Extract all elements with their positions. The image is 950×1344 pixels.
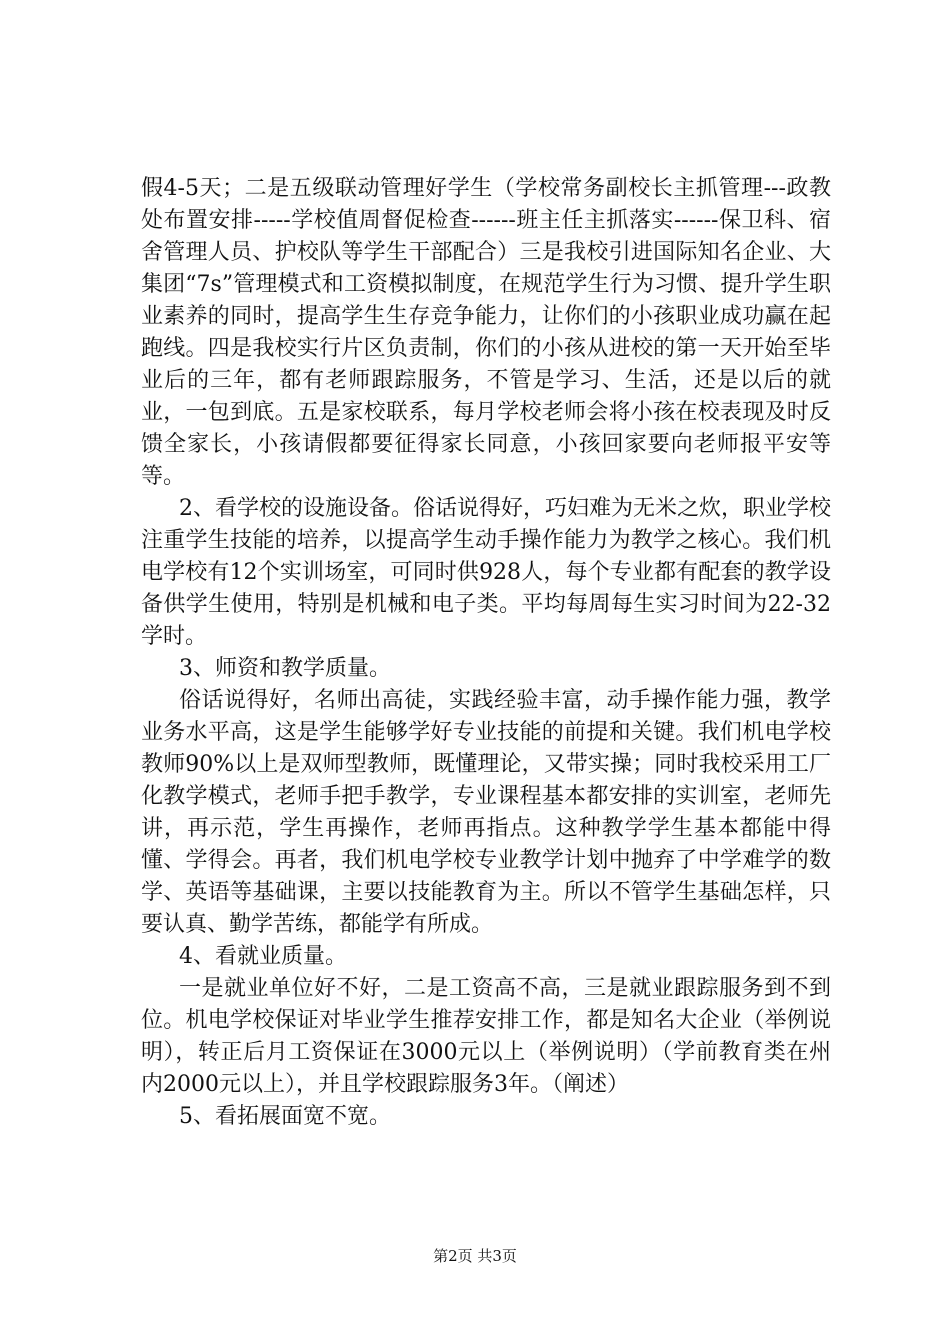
document-body <box>141 173 831 1133</box>
paragraph-employment: 一是就业单位好不好，二是工资高不高，三是就业跟踪服务到不到位。机电学校保证对毕业学生推荐安排工作，都是知名大企业（举例说明），转正后月工资保证在3000元以上（举例说明）（学前教育类在州内2000元以上），并且学校跟踪服务3年。（阐述） <box>141 976 831 1097</box>
paragraph-facilities: 2、看学校的设施设备。俗话说得好，巧妇难为无米之炊，职业学校注重学生技能的培养，以提高学生动手操作能力为教学之核心。我们机电学校有12个实训场室，可同时供928人，每个专业都有配套的教学设备供学生使用，特别是机械和电子类。平均每周每生实习时间为22-32学时。 <box>141 496 831 649</box>
paragraph-management-continued: 假4-5天；二是五级联动管理好学生（学校常务副校长主抓管理---政教处布置安排-----学校值周督促检查------班主任主抓落实------保卫科、宿舍管理人员、护校队等学生干部配合）三是我校引进国际知名企业、大集团“7s”管理模式和工资模拟制度，在规范学生行为习惯、提升学生职业素养的同时，提高学生生存竞争能力，让你们的小孩职业成功赢在起跑线。四是我校实行片区负责制，你们的小孩从进校的第一天开始至毕业后的三年，都有老师跟踪服务，不管是学习、生活，还是以后的就业，一包到底。五是家校联系，每月学校老师会将小孩在校表现及时反馈全家长，小孩请假都要征得家长同意，小孩回家要向老师报平安等等。 <box>141 176 831 489</box>
page-footer: 第2页 共3页 <box>433 1247 517 1265</box>
heading-teachers-quality: 3、师资和教学质量。 <box>179 656 391 681</box>
heading-expansion: 5、看拓展面宽不宽。 <box>179 1104 391 1129</box>
paragraph-teachers: 俗话说得好，名师出高徒，实践经验丰富，动手操作能力强，教学业务水平高，这是学生能够学好专业技能的前提和关键。我们机电学校教师90%以上是双师型教师，既懂理论，又带实操；同时我校采用工厂化教学模式，老师手把手教学，专业课程基本都安排的实训室，老师先讲，再示范，学生再操作，老师再指点。这种教学学生基本都能中得懂、学得会。再者，我们机电学校专业教学计划中抛弃了中学难学的数学、英语等基础课，主要以技能教育为主。所以不管学生基础怎样，只要认真、勤学苦练，都能学有所成。 <box>141 688 831 937</box>
heading-employment-quality: 4、看就业质量。 <box>179 944 347 969</box>
